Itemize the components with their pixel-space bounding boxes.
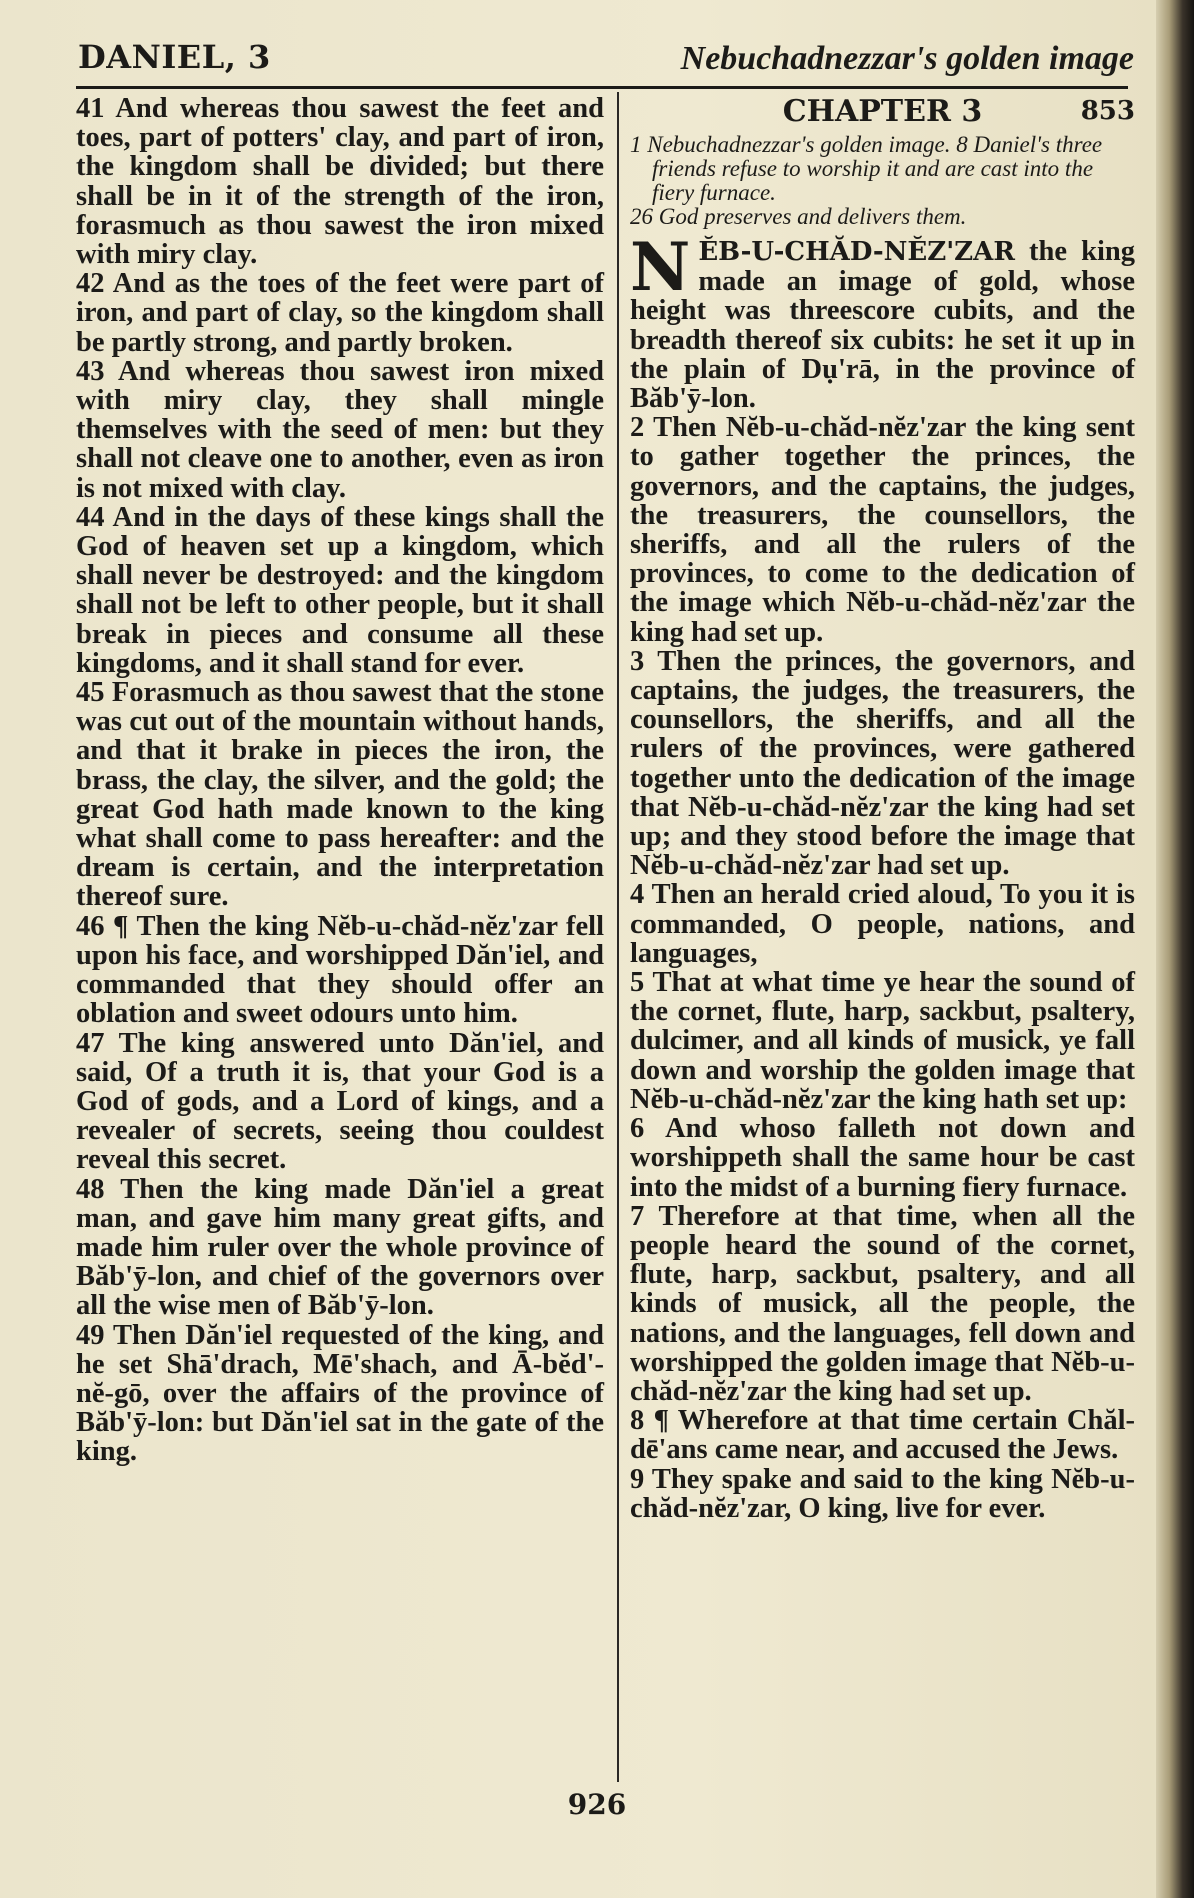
verse-41: 41 And whereas thou sawest the feet and toes, part of potters' clay, and part of iron, the kingdom shall be divided; but there shall be in it of the strength of the iron, forasmuch as thou sawest the iron mixed with miry clay. bbox=[76, 93, 604, 271]
verse-7: 7 Therefore at that time, when all the people heard the sound of the cornet, flute, harp, sackbut, psaltery, and all kinds of musick, all the people, the nations, and the languages, fell down and worshipped the golden image that Nĕb-u-chăd-nĕz'zar the king had set up. bbox=[630, 1200, 1135, 1407]
chapter-summary bbox=[630, 133, 1135, 229]
verse-45: 45 Forasmuch as thou sawest that the stone was cut out of the mountain without hands, and that it brake in pieces the iron, the brass, the clay, the silver, and the gold; the great God hath made known to the king what shall come to pass hereafter: and the dream is certain, and the interpretation thereof sure. bbox=[76, 677, 604, 913]
column-divider bbox=[617, 92, 619, 1782]
verse-49: 49 Then Dăn'iel requested of the king, and he set Shā'drach, Mē'shach, and Ā-bĕd'-nĕ-gō, over the affairs of the province of Băb'ȳ-lon: but Dăn'iel sat in the gate of the king. bbox=[76, 1319, 604, 1468]
verse-6: 6 And whoso falleth not down and worshippeth shall the same hour be cast into the midst of a burning fiery furnace. bbox=[630, 1113, 1135, 1203]
header-topic: Nebuchadnezzar's golden image bbox=[680, 40, 1134, 77]
page-number: 926 bbox=[567, 1788, 627, 1821]
verse-5: 5 That at what time ye hear the sound of the cornet, flute, harp, sackbut, psaltery, dulcimer, and all kinds of musick, ye fall down and worship the golden image that Nĕb-u-chăd-nĕz'zar the king hath set up: bbox=[630, 967, 1135, 1115]
left-column bbox=[76, 94, 604, 1467]
chapter-title: CHAPTER 3 bbox=[782, 94, 983, 129]
verse-1-smallcaps: ĔB-U-CHĂD-NĔZ'ZAR bbox=[698, 237, 1015, 267]
running-header bbox=[78, 38, 1134, 88]
header-rule bbox=[76, 86, 1128, 89]
verse-48: 48 Then the king made Dăn'iel a great man, and gave him many great gifts, and made him ruler over the whole province of Băb'ȳ-lon, and chief of the governors over all the wise men of Băb'ȳ-lon. bbox=[76, 1173, 604, 1322]
verse-2: 2 Then Nĕb-u-chăd-nĕz'zar the king sent to gather together the princes, the governors, and the captains, the judges, the treasurers, the counsellors, the sheriffs, and all the rulers of the provinces, to come to the dedication of the image which Nĕb-u-chăd-nĕz'zar the king had set up. bbox=[630, 412, 1135, 648]
chapter-heading bbox=[630, 94, 1135, 129]
book-spine-shadow bbox=[1156, 0, 1194, 1898]
verse-9: 9 They spake and said to the king Nĕb-u-chăd-nĕz'zar, O king, live for ever. bbox=[630, 1463, 1135, 1524]
verse-46: 46 ¶ Then the king Nĕb-u-chăd-nĕz'zar fell upon his face, and worshipped Dăn'iel, and commanded that they should offer an oblation and sweet odours unto him. bbox=[76, 910, 604, 1030]
verse-44: 44 And in the days of these kings shall the God of heaven set up a kingdom, which shall never be destroyed: and the kingdom shall not be left to other people, but it shall break in pieces and consume all these kingdoms, and it shall stand for ever. bbox=[76, 501, 604, 679]
verse-1-text: the king made an image of gold, whose height was threescore cubits, and the breadth thereof six cubits: he set it up in the plain of Dụ'rā, in the province of Băb'ȳ-lon. bbox=[630, 236, 1135, 415]
verse-43: 43 And whereas thou sawest iron mixed with miry clay, they shall mingle themselves with the seed of men: but they shall not cleave one to another, even as iron is not mixed with clay. bbox=[76, 355, 604, 504]
verse-47: 47 The king answered unto Dăn'iel, and said, Of a truth it is, that your God is a God of gods, and a Lord of kings, and a revealer of secrets, seeing thou couldest reveal this secret. bbox=[76, 1027, 604, 1176]
summary-line: 1 Nebuchadnezzar's golden image. 8 Daniel's three friends refuse to worship it and are cast into the fiery furnace. bbox=[630, 132, 1103, 205]
verse-1 bbox=[630, 228, 1135, 415]
verse-3: 3 Then the princes, the governors, and captains, the judges, the treasurers, the counsellors, the sheriffs, and all the rulers of the provinces, were gathered together unto the dedication of the image that Nĕb-u-chăd-nĕz'zar the king had set up; and they stood before the image that Nĕb-u-chăd-nĕz'zar had set up. bbox=[630, 645, 1135, 882]
drop-cap: N bbox=[630, 228, 691, 306]
header-book-chapter: DANIEL, 3 bbox=[78, 38, 271, 76]
chapter-page-ref: 853 bbox=[1080, 96, 1135, 126]
verse-4: 4 Then an herald cried aloud, To you it is commanded, O people, nations, and languages, bbox=[630, 879, 1135, 969]
verse-8: 8 ¶ Wherefore at that time certain Chăl-dē'ans came near, and accused the Jews. bbox=[630, 1405, 1135, 1466]
right-column bbox=[630, 94, 1135, 1523]
verse-42: 42 And as the toes of the feet were part of iron, and part of clay, so the kingdom shall be partly strong, and partly broken. bbox=[76, 268, 604, 358]
summary-line: 26 God preserves and delivers them. bbox=[630, 204, 967, 229]
